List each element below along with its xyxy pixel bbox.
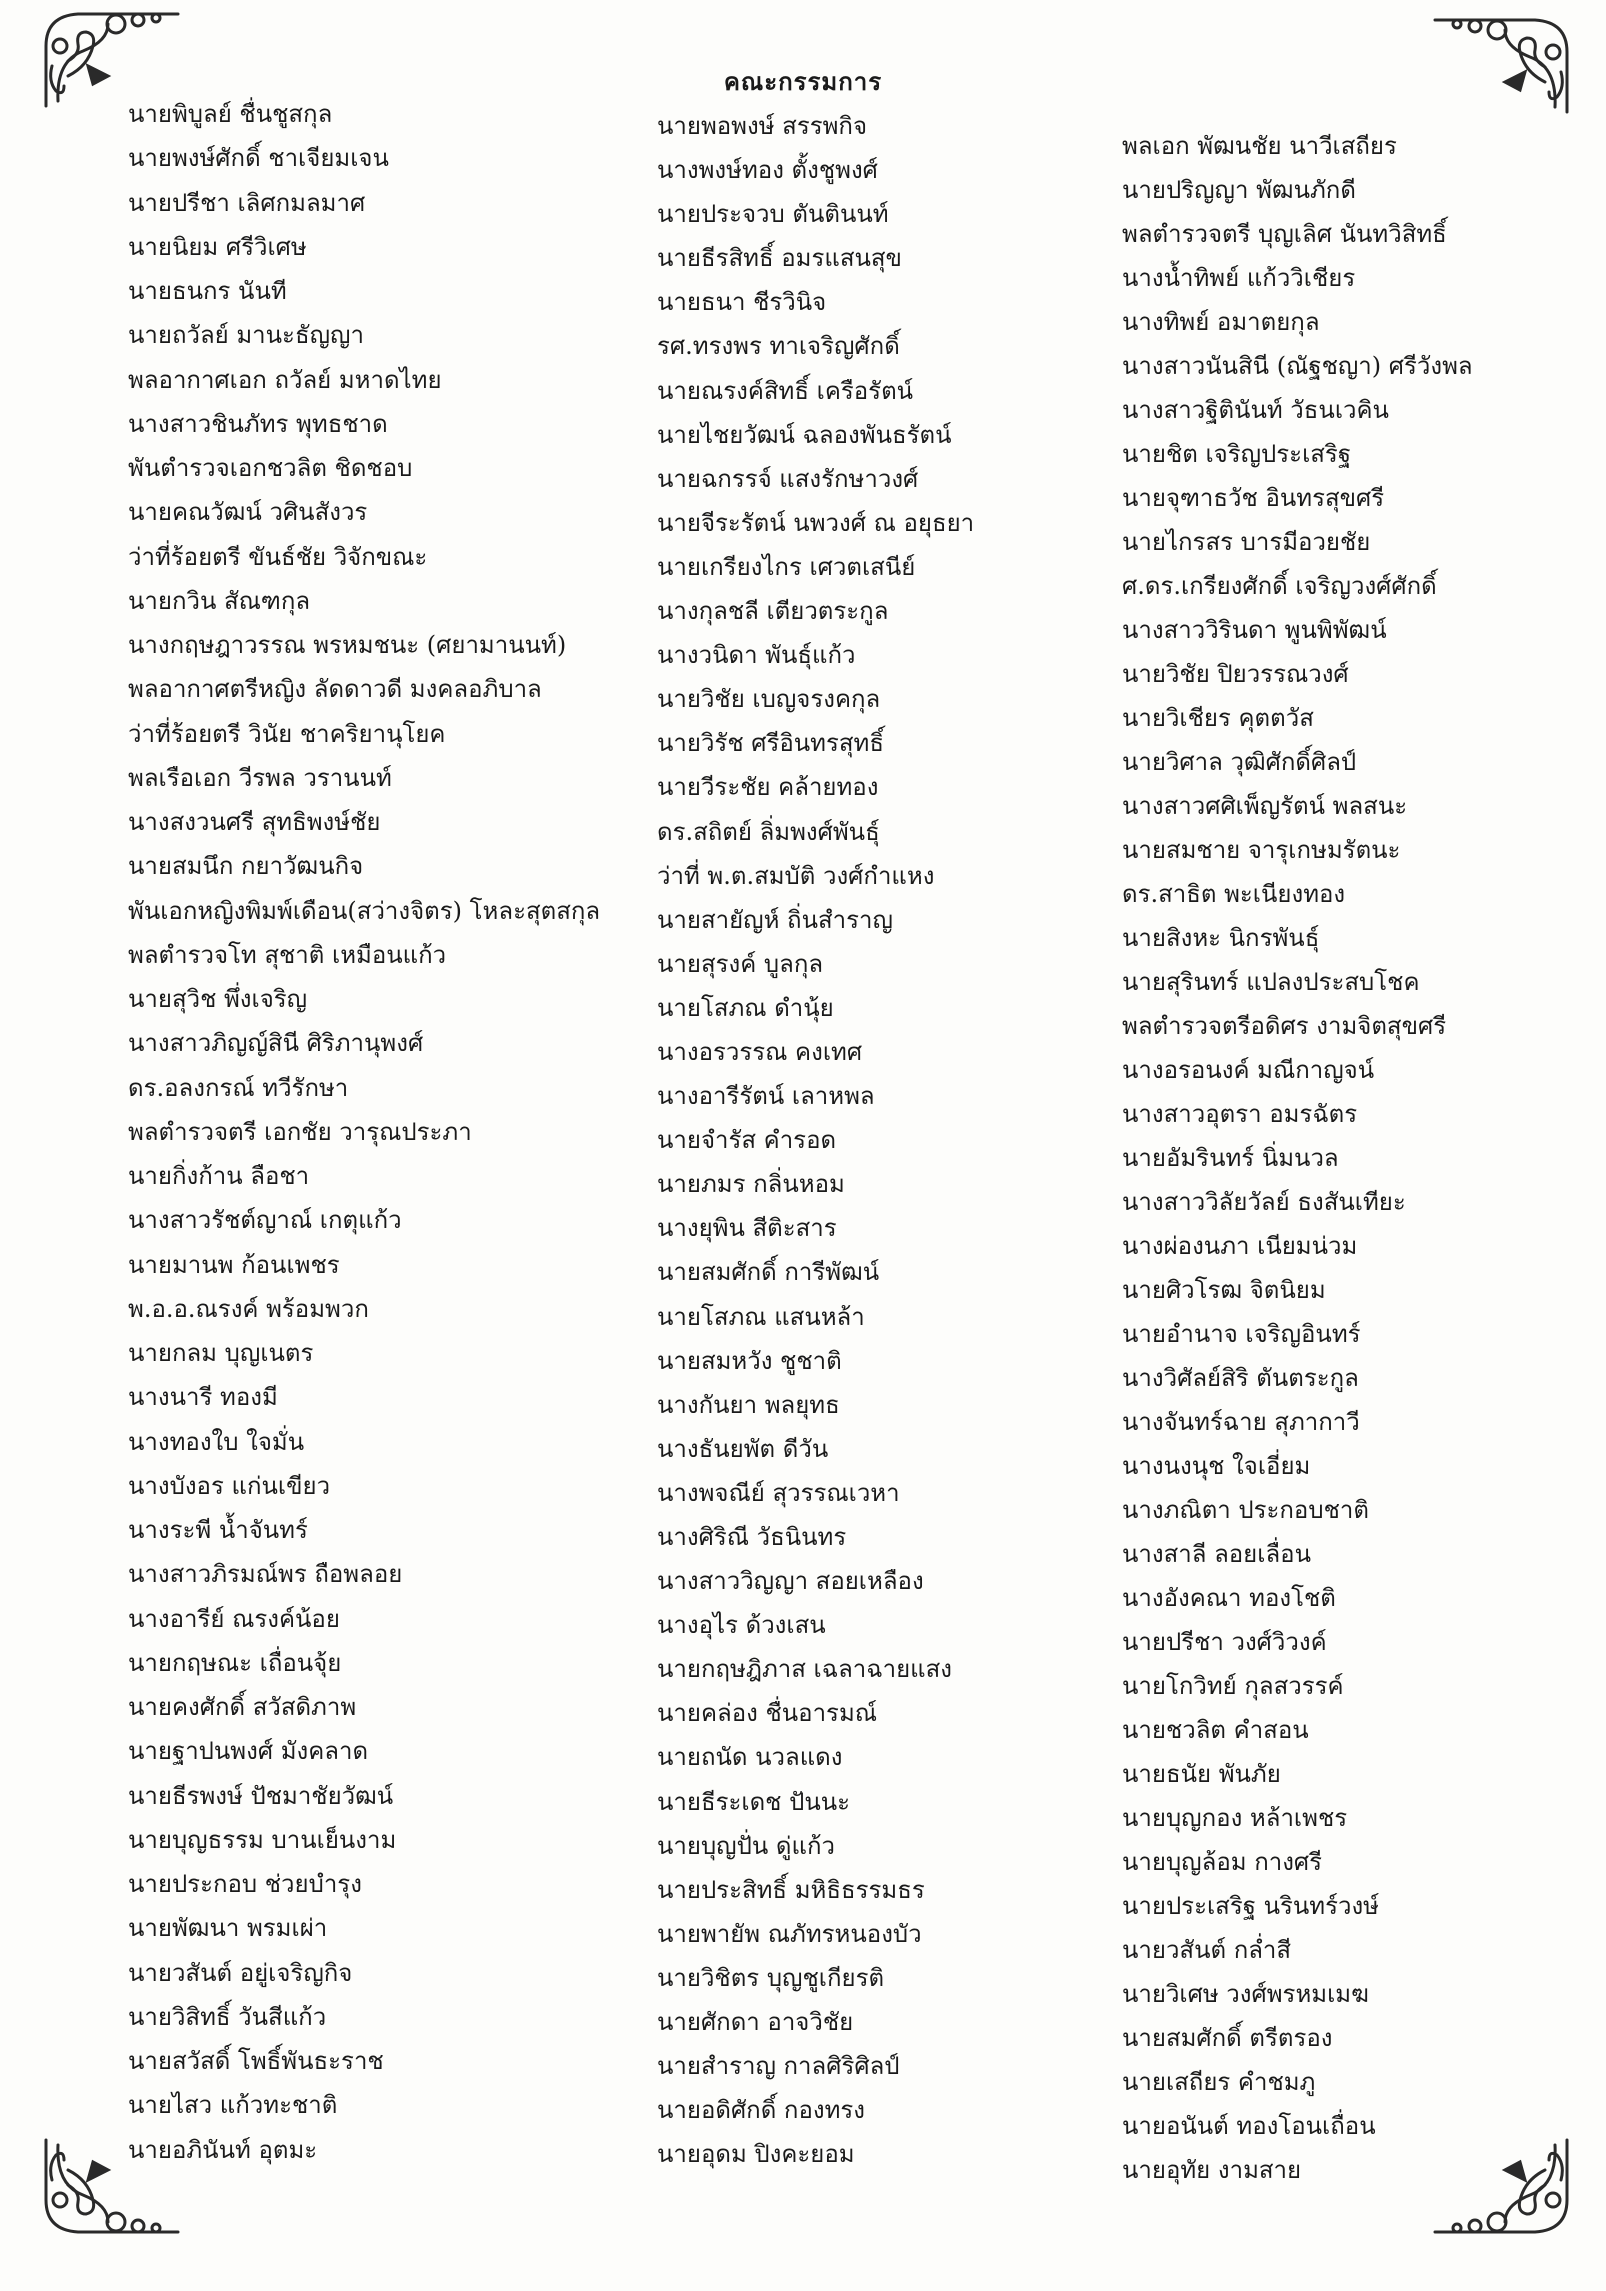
committee-member-name: นางศิริณี วัธนินทร [657,1523,847,1551]
committee-member-name: นายณรงค์สิทธิ์ เครือรัตน์ [657,376,914,405]
committee-member-name: ดร.สถิตย์ ลิ่มพงศ์พันธุ์ [657,817,880,846]
committee-member-name: นางธันยพัต ดีวัน [657,1434,829,1463]
committee-member-name: นายปริญญา พัฒนภักดี [1122,176,1356,204]
committee-column-3 [1122,124,1473,2192]
committee-member-name: นายสมนึก กยาวัฒนกิจ [128,852,364,881]
committee-member-name: นางกฤษฎาวรรณ พรหมชนะ (ศยามานนท์) [128,631,567,659]
committee-member-name: นายวีระชัย คล้ายทอง [657,773,879,802]
committee-member-name: นางทองใบ ใจมั่น [128,1427,305,1456]
committee-member-name: นายถวัลย์ มานะธัญญา [128,321,364,350]
committee-member-name: นายวสันต์ อยู่เจริญกิจ [128,1958,353,1987]
committee-member-name: พลตำรวจตรี บุญเลิศ นันทวิสิทธิ์ [1122,220,1447,248]
committee-member-name: นายอุทัย งามสาย [1122,2156,1302,2184]
committee-member-name: นางสาลี ลอยเลื่อน [1122,1540,1311,1568]
committee-member-name: นายอนันต์ ทองโอนเถื่อน [1122,2112,1376,2140]
committee-member-name: นายสมศักดิ์ ตรีตรอง [1122,2024,1333,2052]
committee-member-name: นายธีรพงษ์ ปัชมาชัยวัฒน์ [128,1781,394,1810]
committee-member-name: นายมานพ ก้อนเพชร [128,1250,340,1279]
committee-member-name: นางสงวนศรี สุทธิพงษ์ชัย [128,808,381,836]
committee-member-name: นายวิเชียร คุตตวัส [1122,704,1314,732]
committee-member-name: ศ.ดร.เกรียงศักดิ์ เจริญวงศ์ศักดิ์ [1122,572,1437,600]
committee-member-name: นายอัมรินทร์ นิ่มนวล [1122,1144,1339,1172]
committee-member-name: นายเกรียงไกร เศวตเสนีย์ [657,552,916,581]
committee-member-name: นายชวลิต คำสอน [1122,1716,1309,1744]
committee-member-name: นางอรอนงค์ มณีกาญจน์ [1122,1056,1375,1084]
committee-member-name: นายโสภณ ดำนุ้ย [657,993,834,1022]
committee-member-name: นายพายัพ ณภัทรหนองบัว [657,1919,922,1948]
committee-member-name: นางสาวภิรมณ์พร ถือพลอย [128,1560,403,1589]
committee-member-name: นางยุพิน สีติะสาร [657,1214,837,1243]
committee-member-name: นายประจวบ ตันตินนท์ [657,200,889,229]
committee-column-1 [128,92,600,2172]
committee-member-name: พันเอกหญิงพิมพ์เดือน(สว่างจิตร) โหละสุตสกุล [128,896,601,925]
committee-member-name: นายฉกรรจ์ แสงรักษาวงศ์ [657,464,919,493]
committee-member-name: นายศิวโรฒ จิตนิยม [1122,1276,1326,1304]
committee-member-name: นายอภินันท์ อุตมะ [128,2135,318,2164]
committee-member-name: นายเสถียร คำชมภู [1122,2068,1316,2096]
committee-member-name: พลเอก พัฒนชัย นาวีเสถียร [1122,132,1397,160]
committee-member-name: นายวิรัช ศรีอินทรสุทธิ์ [657,729,885,758]
committee-member-name: รศ.ทรงพร ทาเจริญศักดิ์ [657,332,900,361]
committee-member-name: นางสาววิลัยวัลย์ ธงสันเทียะ [1122,1188,1406,1216]
committee-member-name: ว่าที่ พ.ต.สมบัติ วงศ์กำแหง [657,861,935,890]
committee-member-name: นายสุรินทร์ แปลงประสบโชค [1122,968,1420,996]
committee-member-name: นายธนกร นันที [128,277,287,305]
committee-member-name: นางอารีรัตน์ เลาหพล [657,1082,875,1111]
committee-member-name: นายสมหวัง ชูชาติ [657,1346,842,1375]
committee-member-name: นายอำนาจ เจริญอินทร์ [1122,1320,1361,1348]
committee-member-name: นางวนิดา พันธุ์แก้ว [657,641,856,670]
committee-member-name: นางสาววิรินดา พูนพิพัฒน์ [1122,616,1387,644]
committee-member-name: นายสมศักดิ์ การีพัฒน์ [657,1258,880,1287]
committee-member-name: นายภมร กลิ่นหอม [657,1170,845,1199]
committee-member-name: พลอากาศเอก ถวัลย์ มหาดไทย [128,365,442,394]
committee-member-name: นางอังคณา ทองโชติ [1122,1584,1336,1612]
committee-member-name: นายพงษ์ศักดิ์ ชาเจียมเจน [128,144,389,173]
committee-member-name: นางกุลชลี เตียวตระกูล [657,597,889,626]
committee-member-name: พลตำรวจตรีอดิศร งามจิตสุขศรี [1122,1012,1447,1040]
committee-member-name: นายไสว แก้วทะชาติ [128,2091,338,2120]
committee-member-name: นายวิชัย เบญจรงคกุล [657,685,881,714]
committee-member-name: นายไชยวัฒน์ ฉลองพันธรัตน์ [657,420,952,449]
committee-member-name: นางสาวรัชต์ญาณ์ เกตุแก้ว [128,1206,402,1235]
committee-member-name: นางสาวชินภัทร พุทธชาด [128,409,388,438]
committee-member-name: ว่าที่ร้อยตรี ขันธ์ชัย วิจักขณะ [128,542,428,571]
committee-member-name: พลอากาศตรีหญิง ลัดดาวดี มงคลอภิบาล [128,675,542,704]
committee-member-name: นายวิเศษ วงศ์พรหมเมฆ [1122,1980,1369,2008]
committee-member-name: นายนิยม ศรีวิเศษ [128,232,307,261]
committee-column-2 [657,104,974,2176]
committee-member-name: พ.อ.อ.ณรงค์ พร้อมพวก [128,1294,369,1323]
committee-member-name: นางสาวภิญญ์สินี ศิริภานุพงศ์ [128,1029,424,1058]
committee-member-name: นางพจณีย์ สุวรรณเวหา [657,1478,900,1507]
committee-member-name: นายคงศักดิ์ สวัสดิภาพ [128,1693,357,1721]
committee-member-name: นางภณิตา ประกอบชาติ [1122,1496,1369,1524]
committee-member-name: นางอารีย์ ณรงค์น้อย [128,1604,340,1633]
committee-member-name: นายวิศาล วุฒิศักดิ์ศิลป์ [1122,748,1357,776]
committee-member-name: นางผ่องนภา เนียมน่วม [1122,1232,1358,1260]
committee-member-name: นายโสภณ แสนหล้า [657,1302,865,1331]
committee-member-name: พลเรือเอก วีรพล วรานนท์ [128,763,392,792]
committee-member-name: นายบุญธรรม บานเย็นงาม [128,1825,397,1854]
committee-member-name: นายโกวิทย์ กุลสวรรค์ [1122,1672,1344,1700]
committee-member-name: นายกฤษณะ เถื่อนจุ้ย [128,1648,342,1677]
committee-member-name: นางอุไร ด้วงเสน [657,1611,826,1640]
committee-member-name: นางน้ำทิพย์ แก้ววิเชียร [1122,264,1356,292]
committee-member-name: นายประกอบ ช่วยบำรุง [128,1870,362,1898]
committee-member-name: นายกิ่งก้าน ลือชา [128,1162,310,1190]
committee-member-name: นายบุญล้อม กางศรี [1122,1848,1323,1876]
committee-member-name: นางนงนุช ใจเอี่ยม [1122,1452,1311,1480]
committee-member-name: นายบุญปั่น ดู่แก้ว [657,1831,835,1860]
committee-member-name: นายธนา ชีรวินิจ [657,288,827,317]
committee-member-name: นายไกรสร บารมีอวยชัย [1122,528,1371,556]
committee-member-name: นายศักดา อาจวิชัย [657,2008,854,2037]
committee-member-name: นายสุวิช พึ่งเจริญ [128,985,308,1013]
committee-member-name: นายจุฑาธวัช อินทรสุขศรี [1122,484,1385,512]
committee-member-name: นายประสิทธิ์ มหิธิธรรมธร [657,1875,925,1904]
committee-member-name: พลตำรวจโท สุชาติ เหมือนแก้ว [128,940,447,969]
committee-member-name: นายกลม บุญเนตร [128,1339,314,1367]
committee-member-name: ดร.อลงกรณ์ ทวีรักษา [128,1073,349,1102]
committee-member-name: นางกันยา พลยุทธ [657,1390,840,1419]
committee-member-name: นายถนัด นวลแดง [657,1743,843,1772]
committee-member-name: นายคล่อง ชื่นอารมณ์ [657,1699,878,1728]
committee-member-name: นางบังอร แก่นเขียว [128,1471,331,1500]
committee-member-name: นายปรีชา วงศ์วิวงค์ [1122,1628,1327,1656]
committee-member-name: นางวิศัลย์สิริ ตันตระกูล [1122,1364,1359,1392]
committee-member-name: นางสาววิญญา สอยเหลือง [657,1567,924,1596]
committee-member-name: นายอุดม ปิงคะยอม [657,2140,855,2169]
committee-member-name: พันตำรวจเอกชวลิต ชิดชอบ [128,454,413,482]
committee-member-name: นายสุรงค์ บูลกุล [657,949,824,978]
committee-member-name: นายจำรัส คำรอด [657,1126,837,1155]
committee-member-name: ว่าที่ร้อยตรี วินัย ชาคริยานุโยค [128,719,446,748]
committee-member-name: นายพัฒนา พรมเผ่า [128,1914,328,1943]
committee-member-name: นายบุญกอง หล้าเพชร [1122,1804,1348,1832]
committee-member-name: นางนารี ทองมี [128,1383,278,1412]
committee-member-name: นางสาวศศิเพ็ญรัตน์ พลสนะ [1122,792,1408,820]
committee-member-name: นายสวัสดิ์ โพธิ์พันธะราช [128,2047,384,2075]
committee-member-name: นายพอพงษ์ สรรพกิจ [657,112,868,140]
committee-member-name: นายอดิศักดิ์ กองทรง [657,2096,866,2125]
committee-member-name: นายฐาปนพงศ์ มังคลาด [128,1737,369,1766]
committee-member-name: นายธนัย พันภัย [1122,1760,1281,1788]
committee-member-name: นายคณวัฒน์ วศินสังวร [128,498,368,527]
page-title: คณะกรรมการ [723,67,883,96]
committee-member-name: นางจันทร์ฉาย สุภากาวี [1122,1408,1360,1436]
committee-member-name: นายกวิน สัณฑกุล [128,586,311,615]
committee-member-name: นายสายัญห์ ถิ่นสำราญ [657,905,893,934]
committee-member-name: นายธีระเดช ปันนะ [657,1787,851,1816]
committee-member-name: นายวิสิทธิ์ วันสีแก้ว [128,2002,327,2031]
committee-member-name: นางสาวนันสินี (ณัฐชญา) ศรีวังพล [1122,352,1473,380]
committee-member-name: นายวิชิตร บุญชูเกียรติ [657,1963,885,1992]
committee-member-name: นายจีระรัตน์ นพวงศ์ ณ อยุธยา [657,508,975,537]
committee-member-name: นายสมชาย จารุเกษมรัตนะ [1122,836,1401,864]
committee-member-name: พลตำรวจตรี เอกชัย วารุณประภา [128,1117,472,1146]
committee-member-name: นายธีรสิทธิ์ อมรแสนสุข [657,244,902,273]
committee-member-name: นายสิงหะ นิกรพันธุ์ [1122,924,1320,952]
committee-member-name: ดร.สาธิต พะเนียงทอง [1122,880,1346,908]
committee-member-name: นางระพี น้ำจันทร์ [128,1516,308,1544]
committee-member-name: นายประเสริฐ นรินทร์วงษ์ [1122,1892,1380,1920]
committee-member-name: นางสาวอุตรา อมรฉัตร [1122,1100,1358,1128]
committee-member-name: นายปรีชา เลิศกมลมาศ [128,188,366,217]
committee-member-name: นางทิพย์ อมาตยกุล [1122,308,1320,336]
committee-member-name: นายวสันต์ กล่ำสี [1122,1936,1292,1964]
committee-member-name: นายชิต เจริญประเสริฐ [1122,440,1352,468]
committee-member-name: นางสาวฐิตินันท์ วัธนเวคิน [1122,396,1389,424]
committee-member-name: นายกฤษฎิภาส เฉลาฉายแสง [657,1655,952,1684]
committee-member-name: นายสำราญ กาลศิริศิลป์ [657,2052,900,2081]
committee-member-name: นางพงษ์ทอง ตั้งชูพงศ์ [657,156,878,185]
committee-member-name: นายพิบูลย์ ชื่นชูสกุล [128,100,333,128]
committee-member-name: นายวิชัย ปิยวรรณวงศ์ [1122,660,1349,688]
committee-member-name: นางอรวรรณ คงเทศ [657,1037,863,1066]
